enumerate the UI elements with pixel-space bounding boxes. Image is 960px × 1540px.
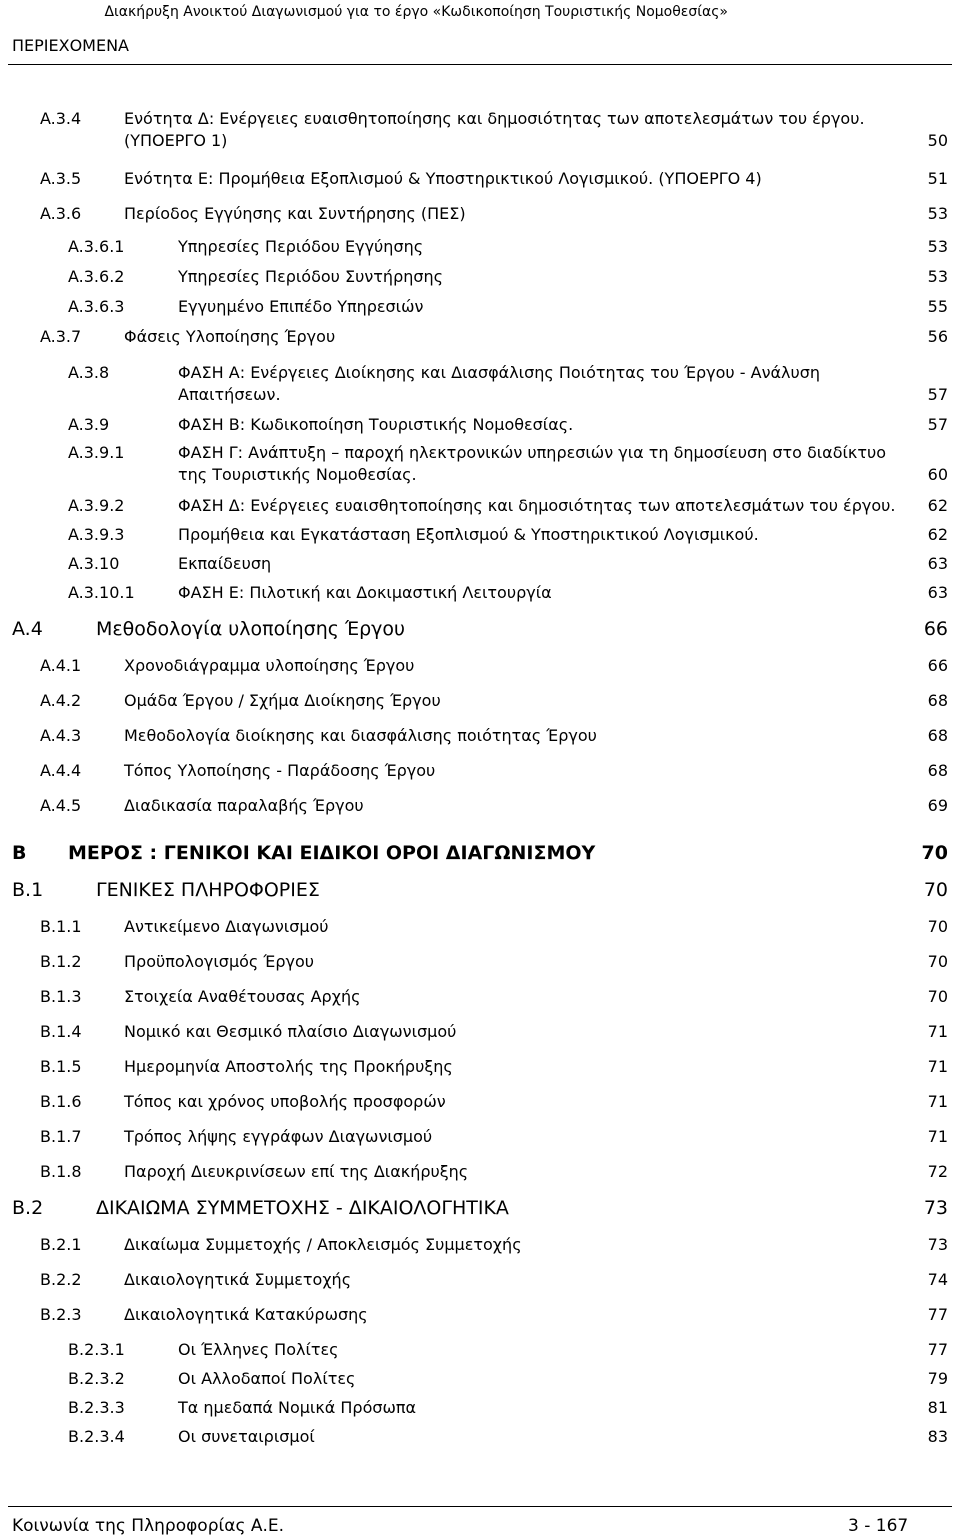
toc-page: 69: [927, 796, 948, 815]
toc-page: 70: [927, 917, 948, 936]
toc-number: A.3.6.2: [68, 267, 125, 286]
toc-title: Προμήθεια και Εγκατάσταση Εξοπλισμού & Υποστηρικτικού Λογισμικού.: [178, 525, 759, 544]
toc-number: A.4.5: [40, 796, 82, 815]
toc-page: 74: [927, 1270, 948, 1289]
toc-number: B.1.4: [40, 1022, 82, 1041]
toc-page: 66: [927, 656, 948, 675]
toc-title: ΦΑΣΗ Γ: Ανάπτυξη – παροχή ηλεκτρονικών υπηρεσιών για τη δημοσίευση στο διαδίκτυο: [178, 443, 887, 462]
toc-number: A.3.10: [68, 554, 120, 573]
toc-page: 68: [927, 691, 948, 710]
toc-title: Αντικείμενο Διαγωνισμού: [124, 917, 329, 936]
toc-number: B.2.3.2: [68, 1369, 125, 1388]
toc-title: Ενότητα Δ: Ενέργειες ευαισθητοποίησης και δημοσιότητας των αποτελεσμάτων του έργου.: [124, 109, 865, 128]
toc-title: ΔΙΚΑΙΩΜΑ ΣΥΜΜΕΤΟΧΗΣ - ΔΙΚΑΙΟΛΟΓΗΤΙΚΑ: [96, 1197, 509, 1219]
toc-title: Εγγυημένο Επιπέδο Υπηρεσιών: [178, 297, 424, 316]
toc-number: B.1.5: [40, 1057, 82, 1076]
document-title: Διακήρυξη Ανοικτού Διαγωνισμού για το έργο «Κωδικοποίηση Τουριστικής Νομοθεσίας»: [104, 4, 728, 20]
toc-title: Μεθοδολογία υλοποίησης Έργου: [96, 618, 406, 640]
contents-heading: ΠΕΡΙΕΧΟΜΕΝΑ: [12, 36, 129, 55]
toc-title: ΜΕΡΟΣ : ΓΕΝΙΚΟΙ ΚΑΙ ΕΙΔΙΚΟΙ ΟΡΟΙ ΔΙΑΓΩΝΙΣΜΟΥ: [68, 842, 596, 864]
toc-page: 68: [927, 761, 948, 780]
toc-title: Εκπαίδευση: [178, 554, 272, 573]
toc-page: 71: [927, 1022, 948, 1041]
toc-title: Φάσεις Υλοποίησης Έργου: [124, 327, 336, 346]
toc-title-continued: Απαιτήσεων.: [178, 385, 281, 404]
toc-title: ΓΕΝΙΚΕΣ ΠΛΗΡΟΦΟΡΙΕΣ: [96, 879, 320, 901]
toc-title: Δικαιολογητικά Κατακύρωσης: [124, 1305, 368, 1324]
toc-number: A.3.6.3: [68, 297, 125, 316]
toc-number: B.1.6: [40, 1092, 82, 1111]
toc-title: Τρόπος λήψης εγγράφων Διαγωνισμού: [124, 1127, 433, 1146]
toc-number: B.2: [12, 1197, 44, 1219]
toc-number: A.4.2: [40, 691, 82, 710]
toc-number: B.2.1: [40, 1235, 82, 1254]
toc-title: Διαδικασία παραλαβής Έργου: [124, 796, 364, 815]
toc-number: B.1.7: [40, 1127, 82, 1146]
toc-number: A.3.6.1: [68, 237, 125, 256]
toc-title: ΦΑΣΗ Α: Ενέργειες Διοίκησης και Διασφάλισης Ποιότητας του Έργου - Ανάλυση: [178, 363, 821, 382]
toc-page: 71: [927, 1057, 948, 1076]
toc-title: Χρονοδιάγραμμα υλοποίησης Έργου: [124, 656, 415, 675]
toc-number: B.2.3.4: [68, 1427, 125, 1446]
toc-page: 62: [927, 525, 948, 544]
toc-page: 66: [923, 618, 948, 640]
toc-number: A.3.9: [68, 415, 110, 434]
toc-page: 77: [927, 1340, 948, 1359]
toc-page: 60: [927, 465, 948, 484]
toc-page: 62: [927, 496, 948, 515]
toc-page: 81: [927, 1398, 948, 1417]
toc-title: Περίοδος Εγγύησης και Συντήρησης (ΠΕΣ): [124, 204, 466, 223]
toc-number: B.1.8: [40, 1162, 82, 1181]
toc-page: 53: [927, 204, 948, 223]
toc-title: ΦΑΣΗ Ε: Πιλοτική και Δοκιμαστική Λειτουργία: [178, 583, 552, 602]
toc-title: ΦΑΣΗ Β: Κωδικοποίηση Τουριστικής Νομοθεσίας.: [178, 415, 574, 434]
toc-page: 70: [927, 987, 948, 1006]
toc-page: 71: [927, 1127, 948, 1146]
toc-page: 50: [927, 131, 948, 150]
toc-title: ΦΑΣΗ Δ: Ενέργειες ευαισθητοποίησης και δημοσιότητας των αποτελεσμάτων του έργου.: [178, 496, 896, 515]
toc-title: Τόπος και χρόνος υποβολής προσφορών: [124, 1092, 446, 1111]
toc-page: 53: [927, 237, 948, 256]
toc-page: 71: [927, 1092, 948, 1111]
toc-number: A.3.5: [40, 169, 82, 188]
toc-number: B.1.2: [40, 952, 82, 971]
toc-title: Μεθοδολογία διοίκησης και διασφάλισης ποιότητας Έργου: [124, 726, 597, 745]
toc-page: 83: [927, 1427, 948, 1446]
toc-number: B.2.3.3: [68, 1398, 125, 1417]
toc-number: B.2.3: [40, 1305, 82, 1324]
toc-page: 68: [927, 726, 948, 745]
toc-number: B.2.2: [40, 1270, 82, 1289]
toc-number: B.2.3.1: [68, 1340, 125, 1359]
toc-page: 55: [927, 297, 948, 316]
toc-title: Παροχή Διευκρινίσεων επί της Διακήρυξης: [124, 1162, 469, 1181]
toc-number: A.4.4: [40, 761, 82, 780]
footer-company: Κοινωνία της Πληροφορίας Α.Ε.: [12, 1516, 285, 1536]
toc-number: A.3.7: [40, 327, 82, 346]
toc-title: Νομικό και Θεσμικό πλαίσιο Διαγωνισμού: [124, 1022, 457, 1041]
toc-title: Δικαίωμα Συμμετοχής / Αποκλεισμός Συμμετοχής: [124, 1235, 522, 1254]
toc-number: B.1.3: [40, 987, 82, 1006]
toc-title: Υπηρεσίες Περιόδου Εγγύησης: [178, 237, 424, 256]
toc-number: A.4.3: [40, 726, 82, 745]
toc-page: 63: [927, 554, 948, 573]
toc-page: 53: [927, 267, 948, 286]
toc-page: 73: [927, 1235, 948, 1254]
toc-number: A.3.10.1: [68, 583, 135, 602]
toc-title: Τόπος Υλοποίησης - Παράδοσης Έργου: [124, 761, 436, 780]
toc-title: Ημερομηνία Αποστολής της Προκήρυξης: [124, 1057, 453, 1076]
toc-page: 51: [927, 169, 948, 188]
toc-title: Οι Αλλοδαποί Πολίτες: [178, 1369, 356, 1388]
toc-number: A.4: [12, 618, 43, 640]
toc-title: Οι Έλληνες Πολίτες: [178, 1340, 339, 1359]
toc-number: A.4.1: [40, 656, 82, 675]
toc-number: A.3.9.2: [68, 496, 125, 515]
toc-title-continued: της Τουριστικής Νομοθεσίας.: [178, 465, 417, 484]
toc-title: Ομάδα Έργου / Σχήμα Διοίκησης Έργου: [124, 691, 441, 710]
toc-number: A.3.8: [68, 363, 110, 382]
toc-number: A.3.9.1: [68, 443, 125, 462]
toc-title: Οι συνεταιρισμοί: [178, 1427, 315, 1446]
toc-title: Υπηρεσίες Περιόδου Συντήρησης: [178, 267, 444, 286]
toc-title: Τα ημεδαπά Νομικά Πρόσωπα: [178, 1398, 417, 1417]
toc-page: 70: [923, 879, 948, 901]
toc-title: Στοιχεία Αναθέτουσας Αρχής: [124, 987, 361, 1006]
footer-divider: [8, 1506, 952, 1507]
toc-page: 63: [927, 583, 948, 602]
toc-page: 79: [927, 1369, 948, 1388]
toc-number: B.1.1: [40, 917, 82, 936]
header-divider: [8, 64, 952, 65]
toc-number: B.1: [12, 879, 44, 901]
toc-page: 72: [927, 1162, 948, 1181]
toc-page: 57: [927, 385, 948, 404]
toc-number: B: [12, 842, 27, 864]
footer-page-number: 3 - 167: [848, 1516, 909, 1536]
toc-page: 56: [927, 327, 948, 346]
toc-title: Δικαιολογητικά Συμμετοχής: [124, 1270, 352, 1289]
toc-number: A.3.9.3: [68, 525, 125, 544]
toc-page: 70: [921, 842, 948, 864]
toc-number: A.3.4: [40, 109, 82, 128]
toc-page: 57: [927, 415, 948, 434]
toc-title-continued: (ΥΠΟΕΡΓΟ 1): [124, 131, 228, 150]
toc-title: Προϋπολογισμός Έργου: [124, 952, 314, 971]
toc-number: A.3.6: [40, 204, 82, 223]
toc-page: 77: [927, 1305, 948, 1324]
toc-title: Ενότητα Ε: Προμήθεια Εξοπλισμού & Υποστηρικτικού Λογισμικού. (ΥΠΟΕΡΓΟ 4): [124, 169, 762, 188]
toc-page: 73: [923, 1197, 948, 1219]
toc-page: 70: [927, 952, 948, 971]
